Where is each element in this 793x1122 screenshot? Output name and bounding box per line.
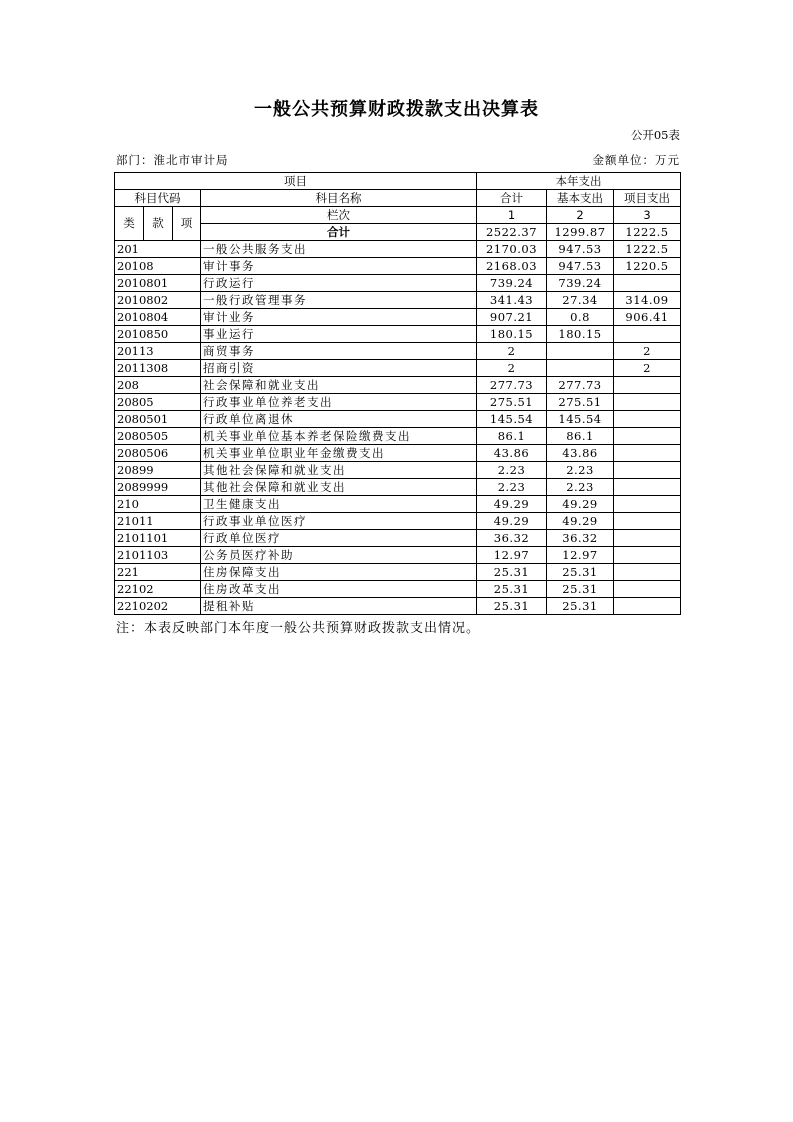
row-total: 25.31 (477, 564, 547, 581)
row-basic: 27.34 (547, 292, 614, 309)
row-subject-name: 公务员医疗补助 (201, 547, 477, 564)
row-code: 208 (115, 377, 201, 394)
row-project (614, 377, 681, 394)
row-basic: 2.23 (547, 462, 614, 479)
row-total: 25.31 (477, 581, 547, 598)
row-code: 2210202 (115, 598, 201, 615)
table-row (115, 598, 681, 615)
row-subject-name: 其他社会保障和就业支出 (201, 479, 477, 496)
header-column-no: 栏次 (201, 207, 477, 224)
row-project (614, 445, 681, 462)
total-label: 合计 (201, 224, 477, 241)
row-code: 2089999 (115, 479, 201, 496)
form-number: 公开05表 (630, 128, 680, 142)
header-subject-name: 科目名称 (201, 190, 477, 207)
row-code: 20113 (115, 343, 201, 360)
row-subject-name: 社会保障和就业支出 (201, 377, 477, 394)
row-project (614, 547, 681, 564)
row-project: 314.09 (614, 292, 681, 309)
table-row (115, 394, 681, 411)
row-code: 210 (115, 496, 201, 513)
row-total: 12.97 (477, 547, 547, 564)
table-row (115, 445, 681, 462)
row-code: 22102 (115, 581, 201, 598)
table-row (115, 547, 681, 564)
row-code: 20108 (115, 258, 201, 275)
row-basic: 25.31 (547, 564, 614, 581)
table-row (115, 360, 681, 377)
row-code: 21011 (115, 513, 201, 530)
row-subject-name: 住房改革支出 (201, 581, 477, 598)
row-total: 2 (477, 343, 547, 360)
row-project (614, 479, 681, 496)
table-row (115, 292, 681, 309)
row-code: 2101101 (115, 530, 201, 547)
row-total: 2170.03 (477, 241, 547, 258)
row-total: 180.15 (477, 326, 547, 343)
row-code: 2010802 (115, 292, 201, 309)
header-col2: 2 (547, 207, 614, 224)
header-lei: 类 (115, 207, 144, 241)
header-col1: 1 (477, 207, 547, 224)
row-code: 20899 (115, 462, 201, 479)
row-project: 1220.5 (614, 258, 681, 275)
expenditure-table (114, 172, 681, 615)
row-total: 25.31 (477, 598, 547, 615)
table-row (115, 428, 681, 445)
table-row (115, 241, 681, 258)
row-basic: 180.15 (547, 326, 614, 343)
table-row (115, 326, 681, 343)
row-project: 1222.5 (614, 241, 681, 258)
row-total: 341.43 (477, 292, 547, 309)
row-subject-name: 住房保障支出 (201, 564, 477, 581)
table-row (115, 530, 681, 547)
row-project (614, 326, 681, 343)
row-basic: 275.51 (547, 394, 614, 411)
row-project: 2 (614, 360, 681, 377)
row-project (614, 411, 681, 428)
row-subject-name: 审计事务 (201, 258, 477, 275)
row-total: 277.73 (477, 377, 547, 394)
row-total: 2168.03 (477, 258, 547, 275)
row-total: 145.54 (477, 411, 547, 428)
table-row (115, 581, 681, 598)
row-code: 201 (115, 241, 201, 258)
department-label: 部门：淮北市审计局 (116, 153, 229, 167)
header-item: 项目 (115, 173, 477, 190)
table-row (115, 258, 681, 275)
header-current-year: 本年支出 (477, 173, 681, 190)
header-row-1 (115, 173, 681, 190)
amount-unit-label: 金额单位：万元 (592, 153, 680, 167)
row-total: 275.51 (477, 394, 547, 411)
row-basic (547, 343, 614, 360)
row-basic: 12.97 (547, 547, 614, 564)
row-total: 739.24 (477, 275, 547, 292)
table-row (115, 411, 681, 428)
row-total: 49.29 (477, 496, 547, 513)
row-basic: 86.1 (547, 428, 614, 445)
row-subject-name: 一般公共服务支出 (201, 241, 477, 258)
table-row (115, 377, 681, 394)
row-code: 2080506 (115, 445, 201, 462)
header-kuan: 款 (144, 207, 173, 241)
row-basic: 739.24 (547, 275, 614, 292)
table-row (115, 479, 681, 496)
row-subject-name: 其他社会保障和就业支出 (201, 462, 477, 479)
row-code: 20805 (115, 394, 201, 411)
row-total: 49.29 (477, 513, 547, 530)
row-basic: 145.54 (547, 411, 614, 428)
header-row-2 (115, 190, 681, 207)
row-subject-name: 机关事业单位基本养老保险缴费支出 (201, 428, 477, 445)
row-basic: 947.53 (547, 241, 614, 258)
row-subject-name: 一般行政管理事务 (201, 292, 477, 309)
row-subject-name: 行政运行 (201, 275, 477, 292)
row-subject-name: 审计业务 (201, 309, 477, 326)
row-total: 907.21 (477, 309, 547, 326)
row-project (614, 462, 681, 479)
row-basic: 0.8 (547, 309, 614, 326)
row-total: 2.23 (477, 479, 547, 496)
row-code: 2080501 (115, 411, 201, 428)
row-subject-name: 招商引资 (201, 360, 477, 377)
row-subject-name: 事业运行 (201, 326, 477, 343)
table-row (115, 309, 681, 326)
row-basic: 49.29 (547, 513, 614, 530)
row-subject-name: 行政事业单位医疗 (201, 513, 477, 530)
row-basic: 947.53 (547, 258, 614, 275)
row-code: 2010804 (115, 309, 201, 326)
row-total: 2.23 (477, 462, 547, 479)
row-subject-name: 机关事业单位职业年金缴费支出 (201, 445, 477, 462)
table-row (115, 343, 681, 360)
row-code: 2010801 (115, 275, 201, 292)
total-sum: 2522.37 (477, 224, 547, 241)
row-subject-name: 行政单位医疗 (201, 530, 477, 547)
header-subject-code: 科目代码 (115, 190, 201, 207)
row-project (614, 581, 681, 598)
row-total: 2 (477, 360, 547, 377)
total-basic: 1299.87 (547, 224, 614, 241)
table-row (115, 513, 681, 530)
row-project: 906.41 (614, 309, 681, 326)
row-project (614, 513, 681, 530)
row-subject-name: 卫生健康支出 (201, 496, 477, 513)
table-row (115, 462, 681, 479)
table-row (115, 275, 681, 292)
row-subject-name: 提租补贴 (201, 598, 477, 615)
header-project: 项目支出 (614, 190, 681, 207)
row-subject-name: 商贸事务 (201, 343, 477, 360)
row-project (614, 496, 681, 513)
page-title: 一般公共预算财政拨款支出决算表 (254, 99, 539, 120)
row-project (614, 598, 681, 615)
row-code: 2101103 (115, 547, 201, 564)
row-code: 221 (115, 564, 201, 581)
row-project (614, 530, 681, 547)
row-project: 2 (614, 343, 681, 360)
row-basic: 36.32 (547, 530, 614, 547)
header-xiang: 项 (173, 207, 201, 241)
row-total: 43.86 (477, 445, 547, 462)
row-project (614, 564, 681, 581)
row-basic: 2.23 (547, 479, 614, 496)
row-subject-name: 行政事业单位养老支出 (201, 394, 477, 411)
row-basic: 25.31 (547, 581, 614, 598)
row-code: 2010850 (115, 326, 201, 343)
row-project (614, 275, 681, 292)
row-basic: 49.29 (547, 496, 614, 513)
table-row (115, 564, 681, 581)
header-row-3 (115, 207, 681, 224)
row-basic: 43.86 (547, 445, 614, 462)
row-code: 2080505 (115, 428, 201, 445)
row-code: 2011308 (115, 360, 201, 377)
total-project: 1222.5 (614, 224, 681, 241)
footnote: 注：本表反映部门本年度一般公共预算财政拨款支出情况。 (116, 621, 481, 636)
row-project (614, 394, 681, 411)
header-total: 合计 (477, 190, 547, 207)
row-subject-name: 行政单位离退休 (201, 411, 477, 428)
header-col3: 3 (614, 207, 681, 224)
header-basic: 基本支出 (547, 190, 614, 207)
row-total: 86.1 (477, 428, 547, 445)
row-basic (547, 360, 614, 377)
row-basic: 25.31 (547, 598, 614, 615)
row-basic: 277.73 (547, 377, 614, 394)
table-row (115, 496, 681, 513)
row-total: 36.32 (477, 530, 547, 547)
row-project (614, 428, 681, 445)
